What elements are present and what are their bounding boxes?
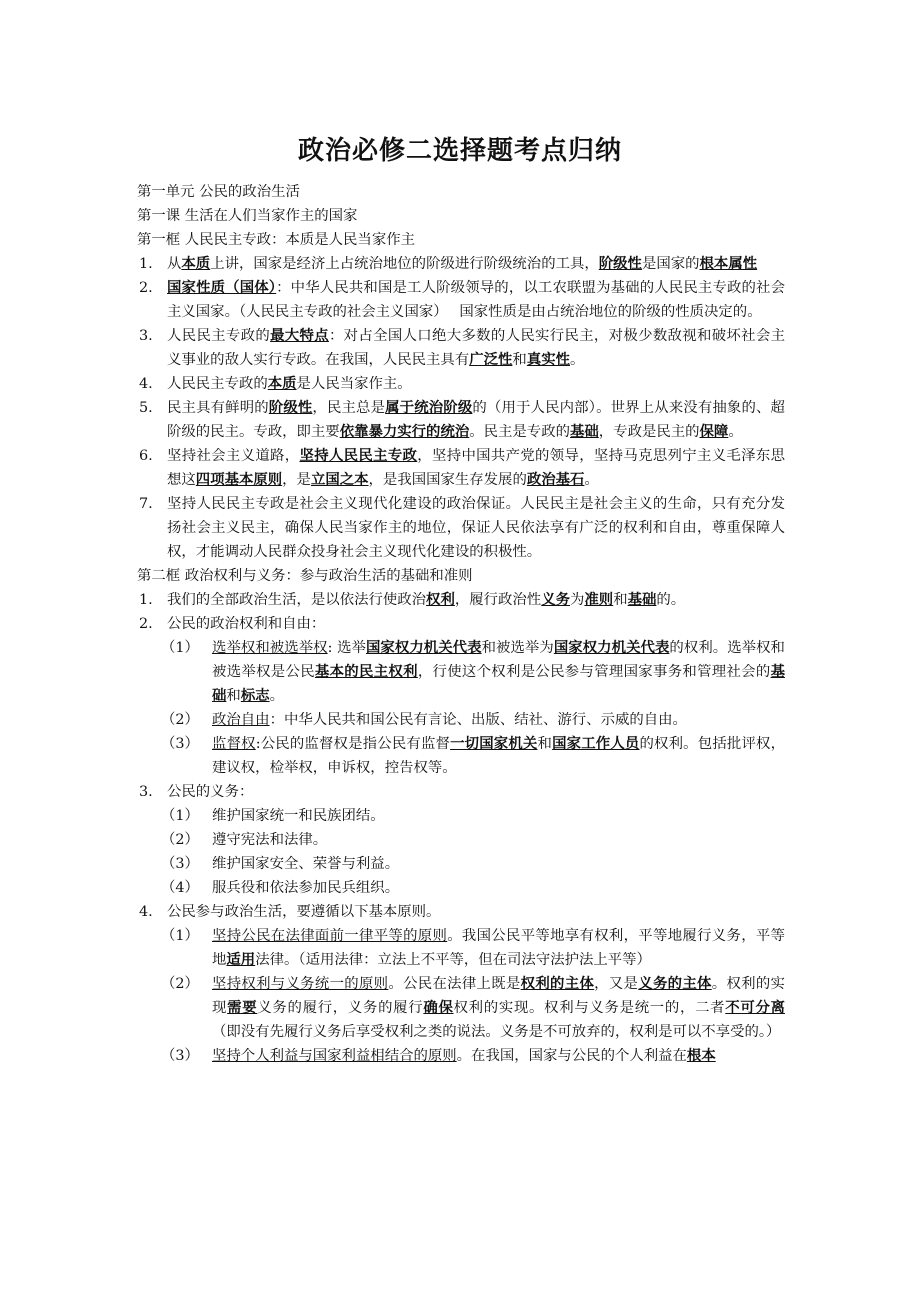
key-term: 立国之本 [310, 471, 369, 488]
text-run: ，又是 [594, 976, 639, 992]
bold-term: 权利 [426, 591, 455, 608]
key-term: 最大特点 [270, 327, 329, 344]
principle-term: 坚持权利与义务统一的原则 [212, 976, 389, 992]
principle-term: 监督权 [212, 736, 256, 752]
list-item [137, 588, 785, 612]
text-run: ，民主总是 [312, 400, 386, 416]
list-item [137, 324, 785, 372]
key-term: 标志 [240, 687, 270, 704]
text-run: 人民民主专政的 [167, 328, 271, 344]
key-term: 属于统治阶级 [385, 399, 473, 416]
text-run: 人民民主专政的 [167, 376, 268, 392]
list-item [137, 396, 785, 444]
key-term: 根本 [686, 1047, 716, 1064]
unit-heading: 第一单元 公民的政治生活 [137, 184, 300, 200]
text-run: 我们的全部政治生活，是以依法行使政治 [167, 592, 427, 608]
key-term: 国家工作人员 [552, 735, 640, 752]
text-run: 遵守宪法和法律。 [212, 832, 328, 848]
key-term: 基础 [569, 423, 599, 440]
text-run: 。 [584, 472, 599, 488]
item-number: 7. [139, 496, 153, 512]
text-run: 是国家的 [641, 256, 700, 272]
text-run: 公民的义务： [167, 784, 254, 800]
key-term: 广泛性 [469, 351, 513, 368]
key-term: 四项基本原则 [195, 471, 283, 488]
list-item [137, 900, 785, 924]
text-run: 。 [728, 424, 743, 440]
text-run: ，是 [282, 472, 311, 488]
list-item [137, 780, 785, 804]
document-body [137, 180, 785, 1068]
text-run: 从 [167, 256, 182, 272]
sub-list-item [137, 876, 785, 900]
text-run: 的（用于人民内部）。世界上从来没有抽象的、超阶级的民主。专政，即主要 [167, 400, 785, 440]
sub-list-item [137, 636, 785, 708]
key-term: 根本属性 [699, 255, 758, 272]
text-run: 公民的政治权利和自由： [167, 616, 326, 632]
key-term: 基础 [212, 663, 785, 704]
key-term: 坚持人民民主专政 [299, 447, 418, 464]
sub-item-number: （1） [161, 928, 199, 944]
sub-item-number: （1） [161, 808, 199, 824]
key-term: 需要 [227, 999, 258, 1016]
text-run: 上讲，国家是经济上占统治地位的阶级进行阶级统治的工具， [210, 256, 599, 272]
list-item [137, 372, 785, 396]
key-term: 阶级性 [268, 399, 313, 416]
item-number: 4. [139, 904, 153, 920]
sub-item-number: （3） [161, 736, 199, 752]
key-term: 适用 [226, 951, 256, 968]
sub-item-number: （2） [161, 712, 199, 728]
text-run: 和被选举为 [481, 640, 554, 656]
section-heading-2: 第二框 政治权利与义务：参与政治生活的基础和准则 [137, 568, 473, 584]
text-run: : 选举 [327, 640, 366, 656]
text-run: 义务的履行，义务的履行 [257, 1000, 424, 1016]
key-term: 本质 [181, 255, 211, 272]
item-number: 3. [139, 328, 153, 344]
key-term: 国家性质（国体） [167, 279, 277, 296]
key-term: 确保 [423, 999, 454, 1016]
key-term: 不可分离 [725, 999, 785, 1016]
sub-item-number: （2） [161, 976, 199, 992]
section-2-items [137, 588, 785, 1068]
text-run: 权利的实现。权利与义务是统一的，二者 [453, 1000, 726, 1016]
text-run: 坚持社会主义道路， [167, 448, 300, 464]
text-run: 是人民当家作主。 [296, 376, 412, 392]
item-number: 6. [139, 448, 153, 464]
key-term: 保障 [699, 423, 729, 440]
sub-item-number: （3） [161, 1048, 199, 1064]
text-run: 为 [570, 592, 585, 608]
sub-item-number: （4） [161, 880, 199, 896]
key-term: 基础 [627, 591, 657, 608]
key-term: 本质 [267, 375, 297, 392]
text-run: ，是我国国家生存发展的 [368, 472, 527, 488]
list-item [137, 612, 785, 636]
principle-term: 政治自由 [212, 712, 270, 728]
text-run: 和 [613, 592, 628, 608]
sub-item-number: （1） [161, 640, 199, 656]
item-number: 4. [139, 376, 153, 392]
list-item [137, 252, 785, 276]
bold-term: 义务 [541, 591, 570, 608]
bold-term: 国家权力机关代表 [553, 639, 670, 656]
key-term: 基本的民主权利 [314, 663, 418, 680]
text-run: ：中华人民共和国公民有言论、出版、结社、游行、示威的自由。 [269, 712, 687, 728]
item-number: 2. [139, 616, 153, 632]
text-run: 。我国公民平等地享有权利，平等地履行义务，平等地 [212, 928, 785, 968]
sub-list-item [137, 1044, 785, 1068]
text-run: 法律。（适用法律：立法上不平等，但在司法守法护法上平等） [255, 952, 651, 968]
text-run: 服兵役和依法参加民兵组织。 [212, 880, 400, 896]
text-run: 维护国家统一和民族团结。 [212, 808, 385, 824]
text-run: 。 [570, 352, 585, 368]
list-item [137, 276, 785, 324]
text-run: 。 [269, 688, 285, 704]
item-number: 1. [139, 592, 153, 608]
principle-term: 坚持公民在法律面前一律平等的原则 [212, 928, 448, 944]
text-run: 和 [226, 688, 241, 704]
key-term: 权利的主体 [520, 975, 595, 992]
list-item [137, 492, 785, 564]
key-term: 义务的主体 [638, 975, 712, 992]
text-run: 和 [537, 736, 553, 752]
principle-term: 选举权和被选举权 [212, 640, 328, 656]
item-number: 2. [139, 280, 153, 296]
key-term: 一切国家机关 [450, 735, 538, 752]
item-number: 5. [139, 400, 153, 416]
text-run: ，履行政治性 [454, 592, 542, 608]
text-run: :公民的监督权是指公民有监督 [255, 736, 451, 752]
key-term: 政治基石 [526, 471, 585, 488]
section-heading-1: 第一框 人民民主专政：本质是人民当家作主 [137, 232, 415, 248]
text-run: ，坚持中国共产党的领导，坚持马克思列宁主义毛泽东思想这 [167, 448, 785, 488]
bold-term: 国家权力机关代表 [365, 639, 482, 656]
section-1-items [137, 252, 785, 564]
text-run: 维护国家安全、荣誉与利益。 [212, 856, 400, 872]
sub-list-item [137, 828, 785, 852]
key-term: 阶级性 [598, 255, 642, 272]
key-term: 依靠暴力实行的统治 [339, 423, 470, 440]
item-number: 3. [139, 784, 153, 800]
text-run: 。权利的实现 [212, 976, 785, 1016]
text-run: 和 [512, 352, 527, 368]
text-run: ：中华人民共和国是工人阶级领导的，以工农联盟为基础的人民民主专政的社会主义国家。（人民民主专政的社会主义国家） 国家性质是由占统治地位的阶级的性质决定的。 [167, 280, 785, 320]
sub-list-item [137, 924, 785, 972]
list-item [137, 444, 785, 492]
sub-list-item [137, 804, 785, 828]
text-run: 坚持人民民主专政是社会主义现代化建设的政治保证。人民民主是社会主义的生命，只有充分发扬社会主义民主，确保人民当家作主的地位，保证人民依法享有广泛的权利和自由，尊重保障人权，才能调动人民群众投身社会主义现代化建设的积极性。 [167, 496, 785, 560]
sub-list-item [137, 972, 785, 1044]
sub-item-number: （3） [161, 856, 199, 872]
lesson-heading: 第一课 生活在人们当家作主的国家 [137, 208, 358, 224]
text-run: 的权利。选举权和被选举权是公民 [212, 640, 785, 680]
document-title: 政治必修二选择题考点归纳 [297, 136, 622, 166]
text-run: ：对占全国人口绝大多数的人民实行民主，对极少数敌视和破坏社会主义事业的敌人实行专政。在我国，人民民主具有 [167, 328, 785, 368]
text-run: 。在我国，国家与公民的个人利益在 [456, 1048, 687, 1064]
text-run: 民主具有鲜明的 [167, 400, 269, 416]
text-run: 的权利。包括批评权，建议权，检举权，申诉权，控告权等。 [212, 736, 785, 776]
sub-item-number: （2） [161, 832, 199, 848]
text-run: 。公民在法律上既是 [388, 976, 521, 992]
key-term: 真实性 [526, 351, 570, 368]
text-run: （即没有先履行义务后享受权利之类的说法。义务是不可放弃的，权利是可以不享受的。） [212, 1024, 781, 1040]
text-run: 的。 [656, 592, 686, 608]
sub-list-item [137, 708, 785, 732]
item-number: 1. [139, 256, 153, 272]
text-run: 公民参与政治生活，要遵循以下基本原则。 [167, 904, 441, 920]
sub-list-item [137, 852, 785, 876]
principle-term: 坚持个人利益与国家利益相结合的原则 [212, 1048, 457, 1064]
text-run: ，专政是民主的 [598, 424, 700, 440]
text-run: 。民主是专政的 [469, 424, 570, 440]
text-run: ，行使这个权利是公民参与管理国家事务和管理社会的 [417, 664, 771, 680]
sub-list-item [137, 732, 785, 780]
key-term: 准则 [584, 591, 614, 608]
